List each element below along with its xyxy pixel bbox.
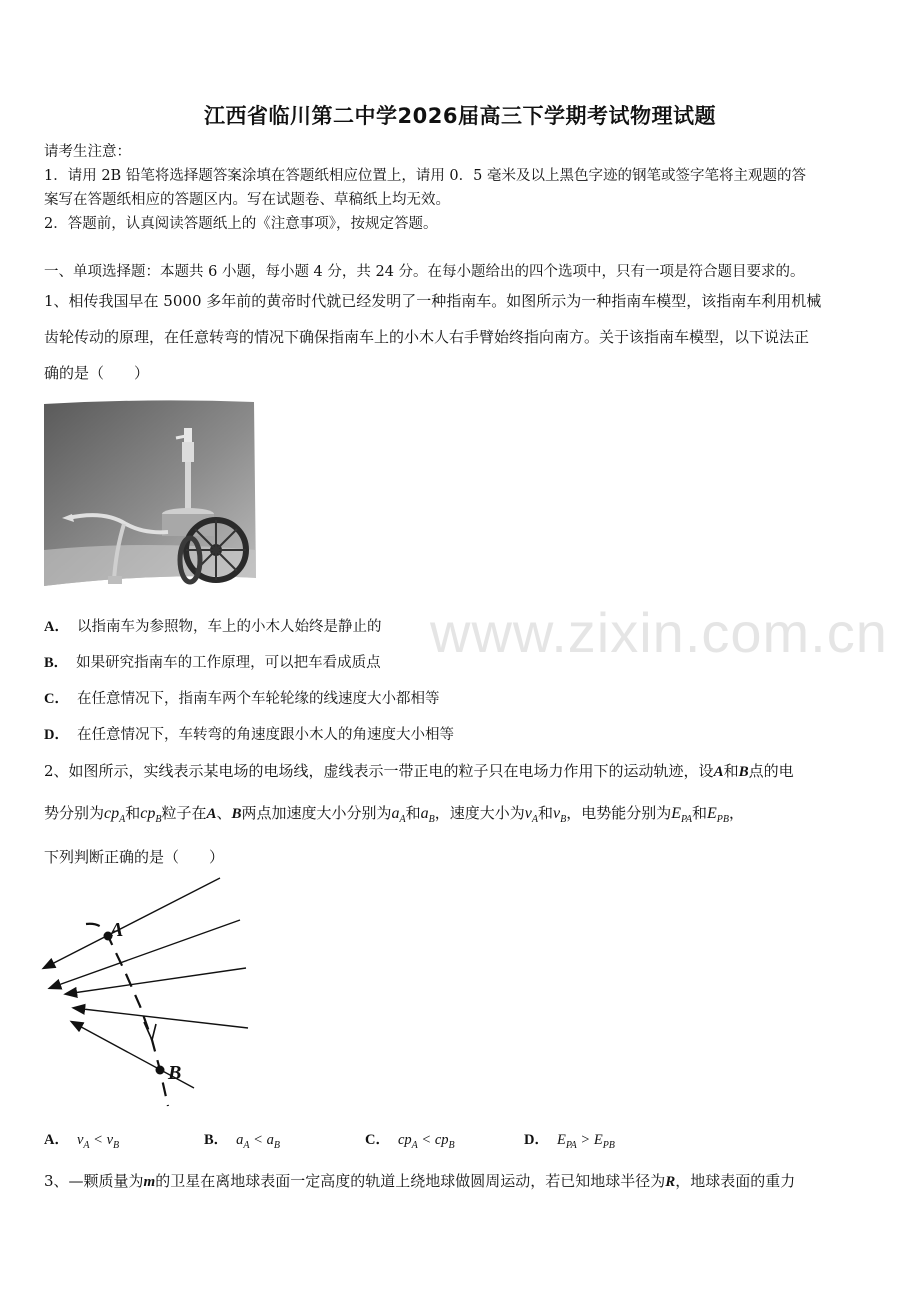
q1-option-d[interactable] (44, 723, 454, 744)
option-letter: A． (44, 1132, 69, 1148)
page-title: 江西省临川第二中学2026届高三下学期考试物理试题 (204, 104, 716, 128)
watermark: www.zixin.com.cn (430, 601, 888, 664)
point-b (156, 1066, 165, 1075)
q1-line-1: 1、相传我国早在 5000 多年前的黄帝时代就已经发明了一种指南车。如图所示为一种指南车模型，该指南车利用机械 (44, 292, 822, 310)
q3-line-1: 3、—颗质量为m的卫星在离地球表面一定高度的轨道上绕地球做圆周运动，若已知地球半径为R，地球表面的重力 (44, 1172, 796, 1190)
label-b: B (168, 1062, 182, 1084)
q1-line-2: 齿轮传动的原理，在任意转弯的情况下确保指南车上的小木人右手臂始终指向南方。关于该指南车模型，以下说法正 (44, 328, 810, 346)
q1-option-a[interactable] (44, 615, 381, 636)
q2-option-b[interactable] (204, 1128, 280, 1151)
q2-option-c[interactable] (365, 1128, 455, 1151)
q2-line-3: 下列判断正确的是（ ） (44, 848, 225, 866)
trajectory-arrow (144, 1022, 156, 1040)
option-letter: B． (44, 655, 69, 671)
q1-option-b[interactable] (44, 651, 381, 672)
option-math: $E_{PA} > E_{PB}$ (556, 1132, 615, 1151)
option-letter: C． (365, 1132, 390, 1148)
option-letter: D． (524, 1132, 549, 1148)
q2-line-2: 势分别为$cp_A$和$cp_B$粒子在A、B两点加速度大小分别为$a_A$和$a_B$，速度大小为$v_A$和$v_B$，电势能分别为$E_{PA}$和$E_{PB}$， (44, 804, 745, 826)
q2-line-1: 2、如图所示，实线表示某电场的电场线，虚线表示一带正电的粒子只在电场力作用下的运动轨迹，设A和B点的电 (44, 762, 794, 780)
option-letter: C． (44, 691, 69, 707)
trajectory-path (86, 924, 168, 1106)
option-math: $cp_A < cp_B$ (397, 1132, 455, 1151)
q1-line-3: 确的是（ ） (44, 364, 150, 382)
option-math: $a_A < a_B$ (236, 1132, 280, 1151)
q2-option-a[interactable] (44, 1128, 119, 1151)
q1-option-c[interactable] (44, 687, 439, 708)
notice-heading: 请考生注意： (44, 144, 131, 160)
field-line-diagram (40, 872, 255, 1112)
option-math: $v_A < v_B$ (76, 1132, 120, 1151)
notice-item-2: 2．答题前，认真阅读答题纸上的《注意事项》，按规定答题。 (44, 216, 438, 232)
field-line (44, 878, 220, 968)
q2-option-d[interactable] (524, 1128, 615, 1151)
field-line (74, 1008, 248, 1028)
field-line (50, 920, 240, 988)
label-a: A (110, 919, 124, 941)
option-letter: B． (204, 1132, 229, 1148)
notice-item-1b: 案写在答题纸相应的答题区内。写在试题卷、草稿纸上均无效。 (44, 192, 450, 208)
option-text: 在任意情况下，车转弯的角速度跟小木人的角速度大小相等 (76, 727, 454, 743)
chariot-photo (44, 400, 256, 592)
section-heading: 一、单项选择题：本题共 6 小题，每小题 4 分，共 24 分。在每小题给出的四个选项中，只有一项是符合题目要求的。 (44, 264, 805, 280)
option-text: 以指南车为参照物，车上的小木人始终是静止的 (76, 619, 382, 635)
option-letter: D． (44, 727, 69, 743)
notice-item-1a: 1．请用 2B 铅笔将选择题答案涂填在答题纸相应位置上，请用 0．5 毫米及以上黑色字迹的钢笔或签字笔将主观题的答 (44, 168, 806, 184)
option-text: 如果研究指南车的工作原理，可以把车看成质点 (76, 655, 381, 671)
option-letter: A． (44, 619, 69, 635)
option-text: 在任意情况下，指南车两个车轮轮缘的线速度大小都相等 (76, 691, 440, 707)
